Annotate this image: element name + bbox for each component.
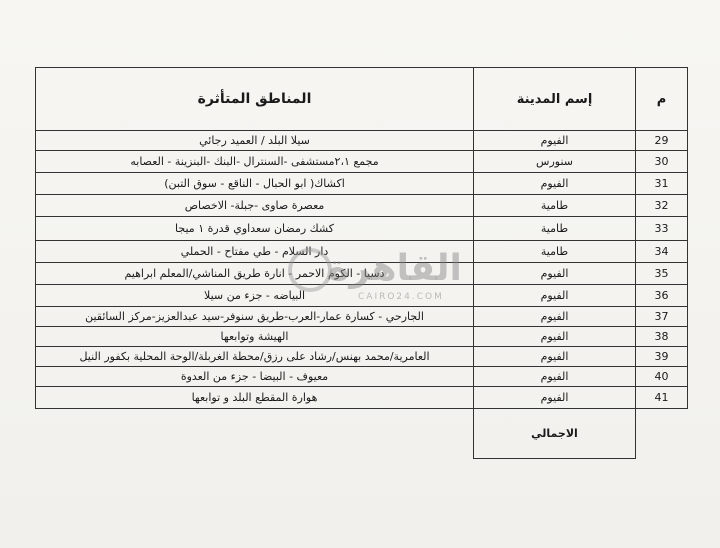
city-cell: الفيوم [474, 347, 636, 367]
total-number-cell [636, 409, 688, 459]
row-number-cell: 39 [636, 347, 688, 367]
row-number-cell: 38 [636, 327, 688, 347]
row-number-cell: 40 [636, 367, 688, 387]
affected-area-cell: دسيا - الكوم الاحمر - انارة طريق المناشي/المعلم ابراهيم [36, 263, 474, 285]
affected-area-cell: سيلا البلد / العميد رجائي [36, 131, 474, 151]
affected-area-cell: كشك رمضان سعداوي قدرة ١ ميجا [36, 217, 474, 241]
affected-area-cell: البياضه - جزء من سيلا [36, 285, 474, 307]
city-cell: الفيوم [474, 387, 636, 409]
table-row [36, 327, 688, 347]
city-cell: طامية [474, 217, 636, 241]
table-row [36, 173, 688, 195]
watermark-text: القاهرة [328, 248, 462, 289]
row-number-cell: 37 [636, 307, 688, 327]
header-affected-areas: المناطق المتأثرة [36, 68, 474, 131]
affected-areas-table [35, 67, 688, 459]
affected-area-cell: مجمع ٢،١مستشفى -السنترال -البنك -البنزينة - العصابه [36, 151, 474, 173]
row-number-cell: 34 [636, 241, 688, 263]
affected-area-cell: اكشاك( ابو الحبال - الناقع - سوق التبن) [36, 173, 474, 195]
table-row [36, 131, 688, 151]
affected-area-cell: الهيشة وتوابعها [36, 327, 474, 347]
table-row [36, 307, 688, 327]
city-cell: طامية [474, 195, 636, 217]
table-row [36, 151, 688, 173]
affected-area-cell: هوارة المقطع البلد و توابعها [36, 387, 474, 409]
row-number-cell: 36 [636, 285, 688, 307]
affected-area-cell: العامرية/محمد بهنس/رشاد على رزق/محطة الغربلة/الوحة المحلية بكفور النيل [36, 347, 474, 367]
city-cell: الفيوم [474, 263, 636, 285]
table-row [36, 241, 688, 263]
affected-area-cell: دار السلام - طي مفتاح - الحملي [36, 241, 474, 263]
header-number: م [636, 68, 688, 131]
city-cell: طامية [474, 241, 636, 263]
table-header-row [36, 68, 688, 131]
total-row [36, 409, 688, 459]
row-number-cell: 33 [636, 217, 688, 241]
header-city-name: إسم المدينة [474, 68, 636, 131]
row-number-cell: 41 [636, 387, 688, 409]
row-number-cell: 35 [636, 263, 688, 285]
row-number-cell: 31 [636, 173, 688, 195]
city-cell: الفيوم [474, 327, 636, 347]
table-row [36, 387, 688, 409]
row-number-cell: 29 [636, 131, 688, 151]
table-row [36, 285, 688, 307]
table-row [36, 367, 688, 387]
watermark-domain: CAIRO24.COM [358, 292, 444, 302]
table-row [36, 217, 688, 241]
row-number-cell: 30 [636, 151, 688, 173]
row-number-cell: 32 [636, 195, 688, 217]
table-row [36, 347, 688, 367]
table-row [36, 195, 688, 217]
total-empty-cell [36, 409, 474, 459]
affected-area-cell: معيوف - البيضا - جزء من العدوة [36, 367, 474, 387]
city-cell: الفيوم [474, 131, 636, 151]
affected-area-cell: الجارحي - كسارة عمار-العرب-طريق سنوفر-سيد عبدالعزيز-مركز السائقين [36, 307, 474, 327]
city-cell: الفيوم [474, 307, 636, 327]
city-cell: الفيوم [474, 285, 636, 307]
table-row [36, 263, 688, 285]
total-label: الاجمالي [474, 409, 636, 459]
affected-area-cell: معصرة صاوى -جبلة- الاخصاص [36, 195, 474, 217]
city-cell: الفيوم [474, 173, 636, 195]
city-cell: الفيوم [474, 367, 636, 387]
table-body [36, 131, 688, 459]
city-cell: سنورس [474, 151, 636, 173]
